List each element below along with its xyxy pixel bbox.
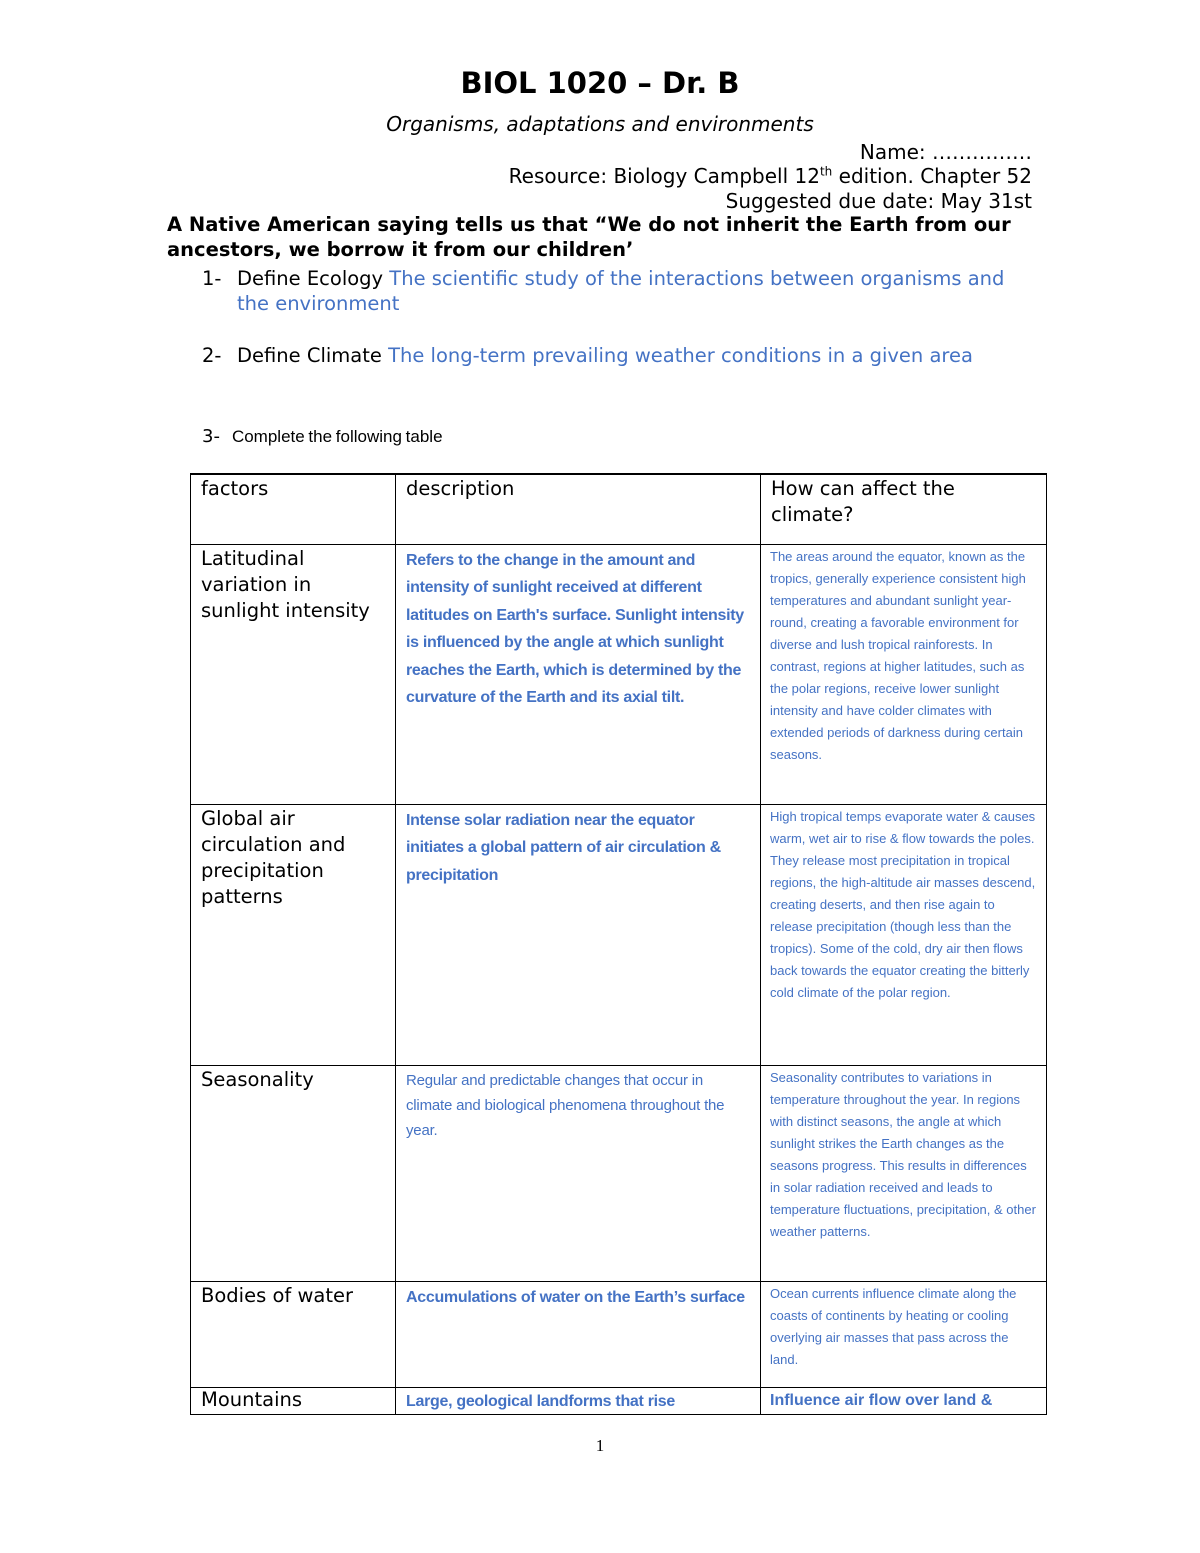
- document-title: BIOL 1020 – Dr. B: [460, 66, 740, 100]
- question-3: [202, 426, 443, 447]
- table-row: [191, 1281, 1047, 1387]
- question-answer: The scientific study of the interactions between organisms and the environment: [237, 267, 1005, 315]
- resource-text-end: edition. Chapter 52: [832, 164, 1032, 188]
- document-subtitle: Organisms, adaptations and environments: [386, 112, 814, 136]
- question-number: 1-: [202, 267, 222, 290]
- effect-cell: Influence air flow over land &: [761, 1387, 1047, 1414]
- question-number: 2-: [202, 344, 222, 367]
- name-line: Name: ……………: [859, 140, 1032, 164]
- factor-cell: Global air circulation and precipitation patterns: [191, 804, 396, 1065]
- climate-factors-table: [190, 473, 1047, 1415]
- question-2: [202, 343, 1032, 368]
- column-header-effect: How can affect the climate?: [761, 474, 1047, 544]
- question-number: 3-: [202, 426, 220, 447]
- description-cell: Refers to the change in the amount and intensity of sunlight received at different latitudes on Earth's surface. Sunlight intensity is influenced by the angle at which sunlight reaches the Earth, which is determined by the curvature of the Earth and its axial tilt.: [396, 544, 761, 804]
- question-prompt: Define Climate: [237, 344, 382, 367]
- resource-line: [509, 164, 1032, 188]
- question-prompt: Define Ecology: [237, 267, 384, 290]
- effect-cell: High tropical temps evaporate water & causes warm, wet air to rise & flow towards the poles. They release most precipitation in tropical regions, the high-altitude air masses descend, creating deserts, and then rise again to release precipitation (though less than the tropics). Some of the cold, dry air then flows back towards the equator creating the bitterly cold climate of the polar region.: [761, 804, 1047, 1065]
- table-row: [191, 1065, 1047, 1281]
- description-cell: Large, geological landforms that rise: [396, 1387, 761, 1414]
- question-answer: The long-term prevailing weather conditions in a given area: [388, 344, 973, 367]
- description-cell: Accumulations of water on the Earth’s surface: [396, 1281, 761, 1387]
- effect-cell: The areas around the equator, known as the tropics, generally experience consistent high temperatures and abundant sunlight year-round, creating a favorable environment for diverse and lush tropical rainforests. In contrast, regions at higher latitudes, such as the polar regions, receive lower sunlight intensity and have colder climates with extended periods of darkness during certain seasons.: [761, 544, 1047, 804]
- question-1: [202, 266, 1032, 316]
- question-prompt: Complete the following table: [231, 427, 443, 446]
- due-date-line: Suggested due date: May 31st: [725, 189, 1032, 213]
- column-header-factors: factors: [191, 474, 396, 544]
- table-row: [191, 544, 1047, 804]
- effect-cell: Ocean currents influence climate along the coasts of continents by heating or cooling overlying air masses that pass across the land.: [761, 1281, 1047, 1387]
- page-number: 1: [595, 1436, 605, 1455]
- quote-paragraph: A Native American saying tells us that “We do not inherit the Earth from our ancestors, we borrow it from our children’: [167, 213, 1011, 261]
- description-cell: Intense solar radiation near the equator initiates a global pattern of air circulation & precipitation: [396, 804, 761, 1065]
- description-cell: Regular and predictable changes that occur in climate and biological phenomena throughout the year.: [396, 1065, 761, 1281]
- column-header-description: description: [396, 474, 761, 544]
- factor-cell: Mountains: [191, 1387, 396, 1414]
- table-row: [191, 804, 1047, 1065]
- table-row: [191, 1387, 1047, 1414]
- effect-cell: Seasonality contributes to variations in temperature throughout the year. In regions with distinct seasons, the angle at which sunlight strikes the Earth changes as the seasons progress. This results in differences in solar radiation received and leads to temperature fluctuations, precipitation, & other weather patterns.: [761, 1065, 1047, 1281]
- factor-cell: Latitudinal variation in sunlight intensity: [191, 544, 396, 804]
- table-header-row: [191, 474, 1047, 544]
- resource-text: Resource: Biology Campbell 12: [508, 164, 820, 188]
- factor-cell: Bodies of water: [191, 1281, 396, 1387]
- resource-superscript: th: [819, 164, 833, 179]
- factor-cell: Seasonality: [191, 1065, 396, 1281]
